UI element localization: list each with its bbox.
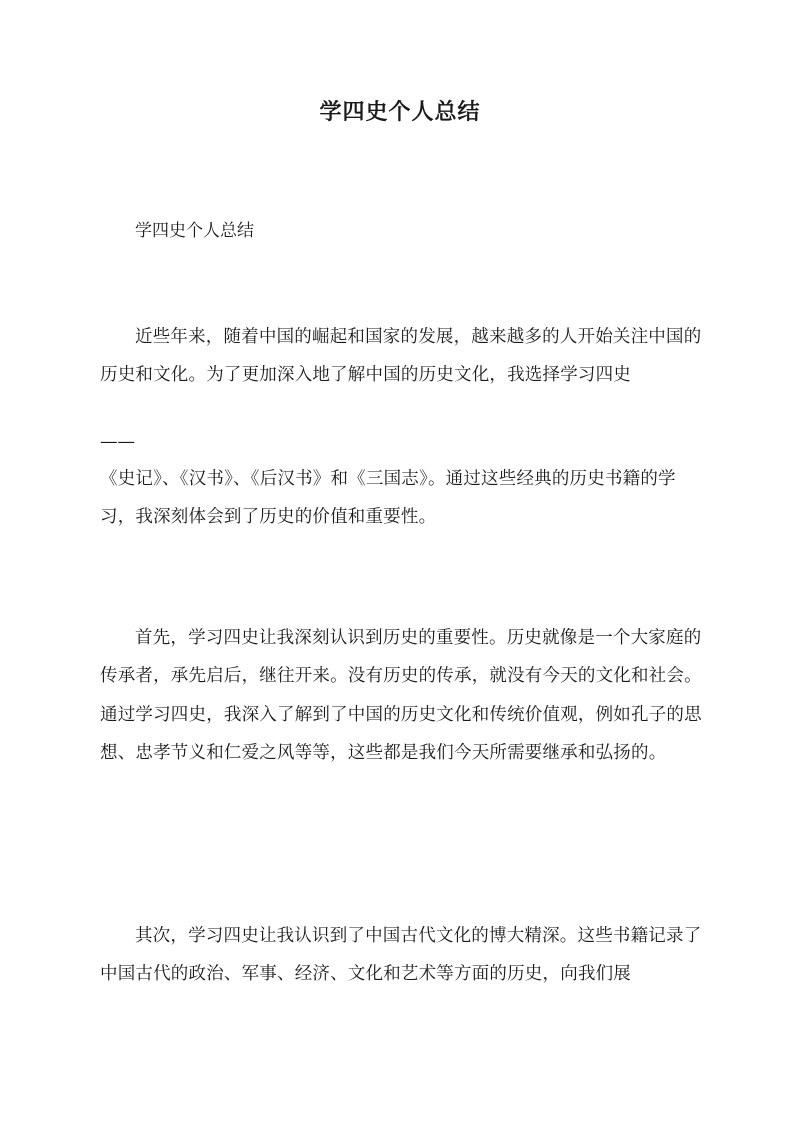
document-subtitle: 学四史个人总结	[135, 221, 254, 241]
document-title: 学四史个人总结	[319, 99, 481, 125]
paragraph-1-part-1: 近些年来，随着中国的崛起和国家的发展，越来越多的人开始关注中国的历史和文化。为了更加深入地了解中国的历史文化，我选择学习四史	[100, 327, 702, 386]
paragraph-2: 首先，学习四史让我深刻认识到历史的重要性。历史就像是一个大家庭的传承者，承先启后，继往开来。没有历史的传承，就没有今天的文化和社会。通过学习四史，我深入了解到了中国的历史文化和传统价值观，例如孔子的思想、忠孝节义和仁爱之风等等，这些都是我们今天所需要继承和弘扬的。	[100, 628, 702, 764]
paragraph-3: 其次，学习四史让我认识到了中国古代文化的博大精深。这些书籍记录了中国古代的政治、军事、经济、文化和艺术等方面的历史，向我们展	[100, 926, 702, 985]
paragraph-1-part-2: 《史记》、《汉书》、《后汉书》和《三国志》。通过这些经典的历史书籍的学习，我深刻体会到了历史的价值和重要性。	[100, 469, 676, 528]
paragraph-1-dash: ——	[100, 432, 135, 452]
